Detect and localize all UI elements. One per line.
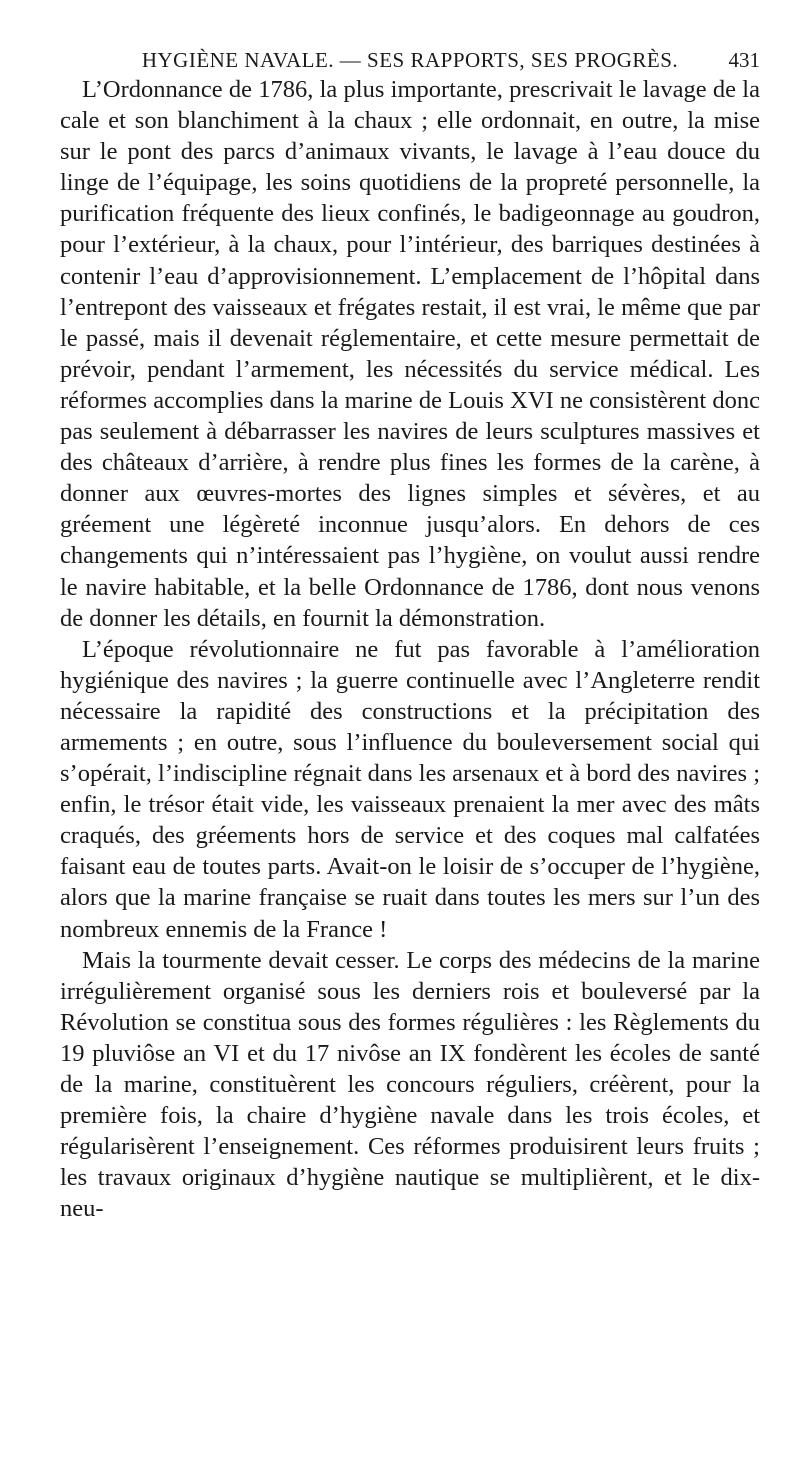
paragraph-tourmente: Mais la tourmente devait cesser. Le corps des médecins de la marine irrégulièrement organisé sous les derniers rois et bouleversé par la Révolution se constitua sous des formes régulières : les Règlements du 19 pluviôse an VI et du 17 nivôse an IX fondèrent les écoles de santé de la marine, constituèrent les concours réguliers, créèrent, pour la première fois, la chaire d’hygiène navale dans les trois écoles, et régularisèrent l’enseignement. Ces réformes produisirent leurs fruits ; les travaux originaux d’hygiène nautique se multiplièrent, et le dix-neu- (60, 946, 760, 1223)
paragraph-ordonnance-1786: L’Ordonnance de 1786, la plus importante, prescrivait le lavage de la cale et son blanchiment à la chaux ; elle ordonnait, en outre, la mise sur le pont des parcs d’animaux vivants, le lavage à l’eau douce du linge de l’équipage, les soins quotidiens de la propreté personnelle, la purification fréquente des lieux confinés, le badigeonnage au goudron, pour l’extérieur, à la chaux, pour l’intérieur, des barriques destinées à contenir l’eau d’approvisionnement. L’emplacement de l’hôpital dans l’entrepont des vaisseaux et frégates restait, il est vrai, le même que par le passé, mais il devenait réglementaire, et cette mesure permettait de prévoir, pendant l’armement, les nécessités du service médical. Les réformes accomplies dans la marine de Louis XVI ne consistèrent donc pas seulement à débarrasser les navires de leurs sculptures massives et des châteaux d’arrière, à rendre plus fines les formes de la carène, à donner aux œuvres-mortes des lignes simples et sévères, et au gréement une légèreté inconnue jusqu’alors. En dehors de ces changements qui n’intéressaient pas l’hygiène, on voulut aussi rendre le navire habitable, et la belle Ordonnance de 1786, dont nous venons de donner les détails, en fournit la démonstration. (60, 76, 760, 632)
body-text (60, 74, 760, 1224)
running-title: HYGIÈNE NAVALE. — SES RAPPORTS, SES PROGRÈS. (141, 48, 679, 72)
paragraph-epoque-revolutionnaire: L’époque révolutionnaire ne fut pas favorable à l’amélioration hygiénique des navires ; la guerre continuelle avec l’Angleterre rendit nécessaire la rapidité des constructions et la précipitation des armements ; en outre, sous l’influence du bouleversement social qui s’opérait, l’indiscipline régnait dans les arsenaux et à bord des navires ; enfin, le trésor était vide, les vaisseaux prenaient la mer avec des mâts craqués, des gréements hors de service et des coques mal calfatées faisant eau de toutes parts. Avait-on le loisir de s’occuper de l’hygiène, alors que la marine française se ruait dans toutes les mers sur l’un des nombreux ennemis de la France ! (60, 635, 760, 943)
page-number: 431 (728, 48, 760, 72)
